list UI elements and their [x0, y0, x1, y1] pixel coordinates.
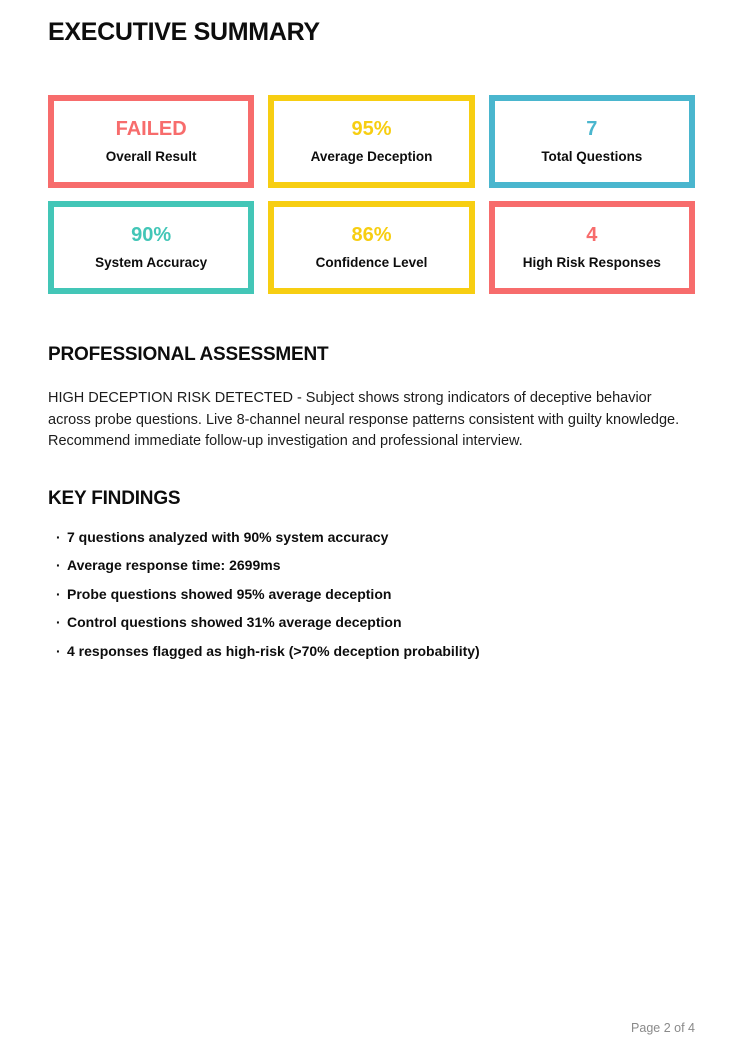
stat-value: FAILED — [115, 118, 187, 140]
finding-text: Average response time: 2699ms — [67, 557, 281, 573]
finding-item — [48, 587, 695, 601]
stat-card-total-questions — [489, 95, 695, 188]
bullet-icon: · — [56, 557, 61, 573]
finding-text: Control questions showed 31% average deception — [67, 614, 402, 630]
page-title: EXECUTIVE SUMMARY — [48, 18, 320, 46]
findings-list — [48, 530, 695, 658]
stat-label: Total Questions — [541, 149, 643, 164]
stat-label: System Accuracy — [95, 255, 208, 270]
assessment-heading: PROFESSIONAL ASSESSMENT — [48, 344, 329, 365]
assessment-body: HIGH DECEPTION RISK DETECTED - Subject shows strong indicators of deceptive behavior across probe questions. Live 8-channel neural response patterns consistent with guilty knowledge. Recommend immediate follow-up investigation and professional interview. — [48, 390, 680, 449]
stat-label: Average Deception — [310, 149, 433, 164]
finding-item — [48, 615, 695, 629]
bullet-icon: · — [56, 642, 61, 659]
findings-heading: KEY FINDINGS — [48, 487, 181, 509]
stat-card-confidence-level — [268, 201, 474, 294]
stat-value: 86% — [351, 224, 392, 246]
stat-label: Confidence Level — [315, 255, 428, 270]
stat-card-high-risk-responses — [489, 201, 695, 294]
stat-value: 7 — [586, 118, 598, 140]
finding-text: 4 responses flagged as high-risk (>70% deception probability) — [67, 642, 480, 659]
bullet-icon: · — [56, 528, 61, 545]
finding-text: Probe questions showed 95% average deception — [67, 585, 392, 602]
finding-text: 7 questions analyzed with 90% system accuracy — [67, 528, 389, 545]
stat-value: 4 — [586, 224, 598, 246]
stat-value: 95% — [351, 118, 392, 140]
bullet-icon: · — [56, 614, 61, 630]
report-page — [0, 18, 743, 1044]
finding-item — [48, 530, 695, 544]
stat-label: Overall Result — [105, 149, 197, 164]
finding-item — [48, 644, 695, 658]
finding-item — [48, 558, 695, 572]
page-number: Page 2 of 4 — [631, 1021, 695, 1035]
stat-card-average-deception — [268, 95, 474, 188]
bullet-icon: · — [56, 585, 61, 602]
stat-value: 90% — [131, 224, 172, 246]
stat-label: High Risk Responses — [522, 255, 661, 270]
stat-card-overall-result — [48, 95, 254, 188]
stats-grid — [48, 95, 695, 294]
stat-card-system-accuracy — [48, 201, 254, 294]
